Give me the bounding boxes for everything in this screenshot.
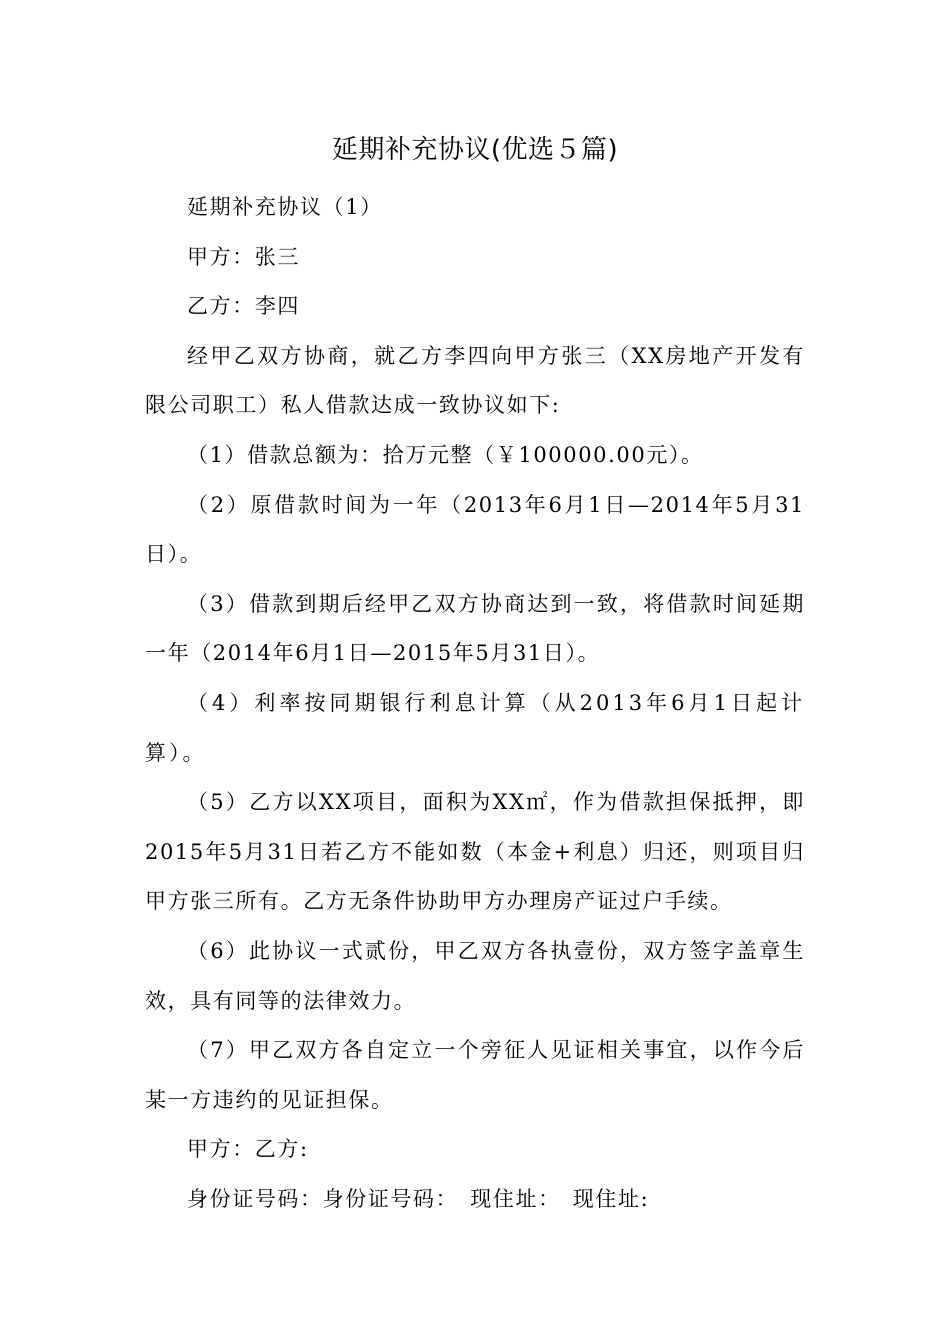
- clause-4: （4）利率按同期银行利息计算（从2013年6月1日起计算）。: [145, 690, 805, 765]
- signature-line: 甲方：乙方:: [187, 1137, 309, 1162]
- document-body: [145, 183, 805, 1224]
- clause-5: （5）乙方以XX项目，面积为XX㎡，作为借款担保抵押，即2015年5月31日若乙方不能如数（本金+利息）归还，则项目归甲方张三所有。乙方无条件协助甲方办理房产证过户手续。: [145, 790, 805, 914]
- clause-6: （6）此协议一式贰份，甲乙双方各执壹份，双方签字盖章生效，具有同等的法律效力。: [145, 938, 805, 1013]
- clause-3: （3）借款到期后经甲乙双方协商达到一致，将借款时间延期一年（2014年6月1日—2015年5月31日）。: [145, 591, 805, 666]
- document-title: 延期补充协议(优选５篇): [331, 135, 619, 165]
- agreement-intro: 经甲乙双方协商，就乙方李四向甲方张三（XX房地产开发有限公司职工）私人借款达成一致协议如下:: [145, 343, 805, 418]
- section-heading: 延期补充协议（1）: [187, 195, 383, 219]
- party-b-line: 乙方：李四: [187, 294, 300, 319]
- id-address-line: 身份证号码：身份证号码： 现住址： 现住址:: [187, 1186, 650, 1211]
- clause-7: （7）甲乙双方各自定立一个旁征人见证相关事宜，以作今后某一方违约的见证担保。: [145, 1038, 805, 1112]
- clause-1: （1）借款总额为：拾万元整（￥100000.00元）。: [187, 442, 704, 467]
- party-a-line: 甲方：张三: [187, 244, 300, 269]
- clause-2: （2）原借款时间为一年（2013年6月1日—2014年5月31日）。: [145, 492, 805, 567]
